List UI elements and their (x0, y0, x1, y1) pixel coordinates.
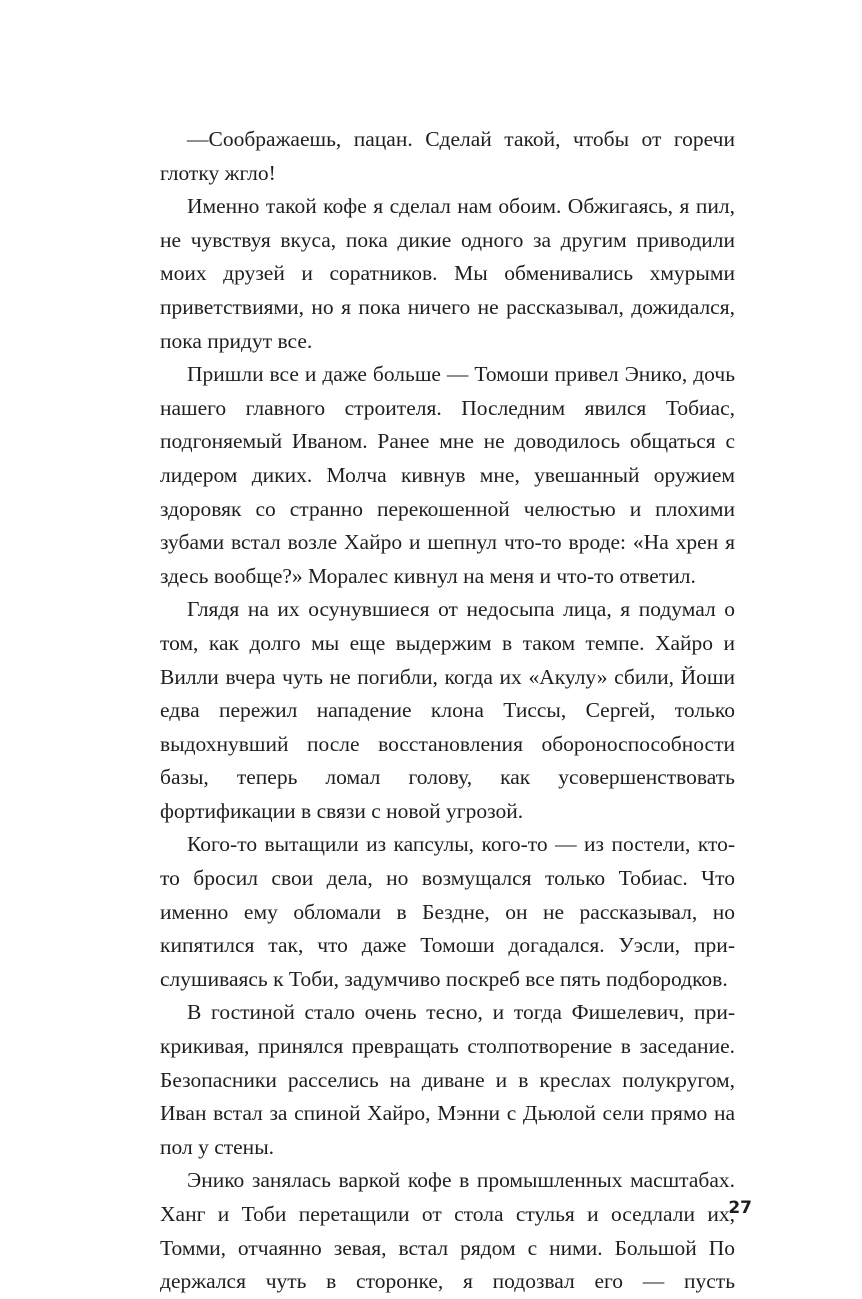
paragraph: Именно такой кофе я сделал нам обоим. Обжигаясь, я пил, не чувствуя вкуса, пока дикие одного за другим приводили моих друзей и соратников. Мы обменивались хмурыми приветствиями, но я пока ничего не рассказывал, дожидался, пока придут все. (160, 194, 735, 353)
paragraph: Пришли все и даже больше — Томоши привел Энико, дочь нашего главного строителя. Последним явился Тобиас, подгоняемый Иваном. Ранее мне не доводилось общаться с лидером диких. Молча кивнув мне, увешанный оружием здоровяк со странно перекошенной челюстью и плохими зубами встал возле Хайро и шепнул что-то вроде: «На хрен я здесь вообще?» Моралес кивнул на меня и что-то ответил. (160, 362, 735, 588)
paragraph: Энико занялась варкой кофе в промышленных масштабах. Ханг и Тоби перетащили от стола стулья и оседлали их, Томми, отчаянно зевая, встал рядом с ними. Большой По держался чуть в сторонке, я подозвал его — пусть (160, 1168, 735, 1294)
paragraph: Кого-то вытащили из капсулы, кого-то — из постели, кто-то бросил свои дела, но возмущался только Тобиас. Что именно ему обломали в Бездне, он не рассказывал, но кипятился так, что даже Томоши догадался. Уэсли, прислушиваясь к Тоби, задумчиво поскреб все пять подбородков. (160, 832, 735, 991)
paragraph: —Соображаешь, пацан. Сделай такой, чтобы от горечи глотку жгло! (160, 127, 735, 185)
page-number: 27 (728, 1198, 752, 1218)
paragraph: В гостиной стало очень тесно, и тогда Фишелевич, прикрикивая, принялся превращать столпотворение в заседание. Безопасники расселись на диване и в креслах полукругом, Иван встал за спиной Хайро, Мэнни с Дьюлой сели прямо на пол у стены. (160, 1000, 735, 1159)
paragraph: Глядя на их осунувшиеся от недосыпа лица, я подумал о том, как долго мы еще выдержим в таком темпе. Хайро и Вилли вчера чуть не погибли, когда их «Акулу» сбили, Йоши едва пережил нападение клона Тиссы, Сергей, только выдохнувший после восстановления обороноспособности базы, теперь ломал голову, как усовершенствовать фортификации в связи с новой угрозой. (160, 597, 735, 823)
body-text (160, 123, 735, 1299)
